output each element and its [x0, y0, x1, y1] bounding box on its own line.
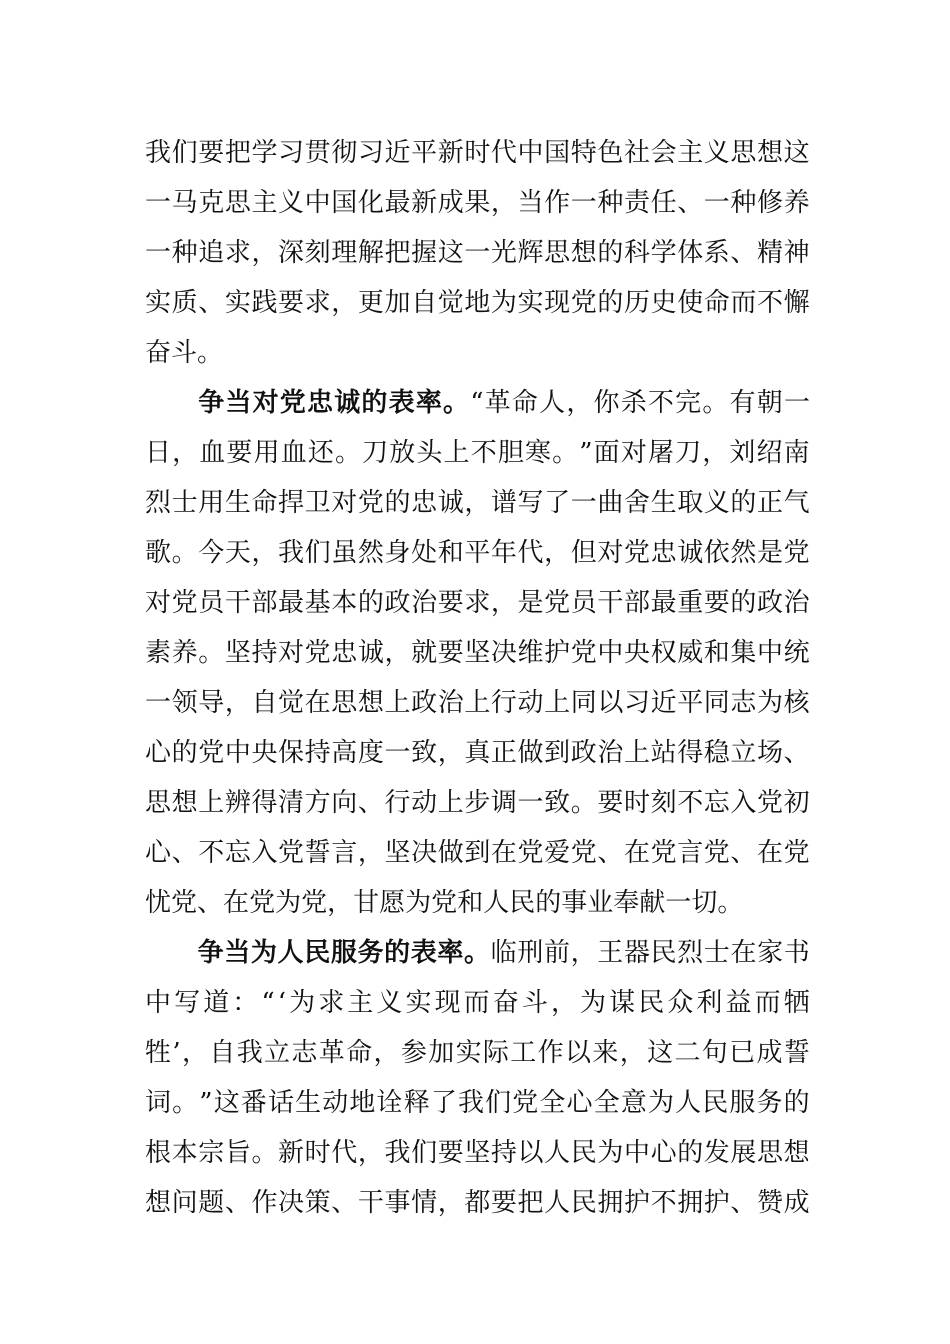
text-line: 日 ， 血 要 用 血 还 。 刀 放 头 上 不 胆 寒 。 ” 面 对 屠 刀 ， 刘 绍 南: [145, 438, 810, 468]
paragraph-heading-char: 表: [388, 388, 415, 418]
paragraph-lead-text-char: 你: [593, 388, 620, 418]
document-body: [145, 128, 810, 1228]
paragraph-heading-char: 当: [224, 938, 251, 968]
paragraph-heading-char: 。: [443, 388, 470, 418]
paragraph-lead-text-char: 士: [703, 938, 730, 968]
paragraph-heading-char: 率: [415, 388, 442, 418]
paragraph-lead-text-char: ，: [570, 938, 597, 968]
paragraph-heading-char: 。: [464, 938, 491, 968]
paragraph-heading-char: 争: [198, 388, 225, 418]
paragraph-lead-text-char: 。: [702, 388, 729, 418]
paragraph-lead-text-char: 有: [729, 388, 756, 418]
text-line: 奋 斗 。: [145, 338, 224, 368]
paragraph-heading-char: 的: [384, 938, 411, 968]
text-line: 烈 士 用 生 命 捍 卫 对 党 的 忠 诚 ， 谱 写 了 一 曲 舍 生 取 义 的 正 气: [145, 488, 810, 518]
paragraph-lead-text-char: 民: [650, 938, 677, 968]
text-line: 中 写 道 ： “ ‘ 为 求 主 义 实 现 而 奋 斗 ， 为 谋 民 众 利 益 而 牺: [145, 988, 810, 1018]
paragraph-lead-text-char: 不: [647, 388, 674, 418]
text-line: 心 的 党 中 央 保 持 高 度 一 致 ， 真 正 做 到 政 治 上 站 得 稳 立 场 、: [145, 738, 810, 768]
text-line: 根 本 宗 旨 。 新 时 代 ， 我 们 要 坚 持 以 人 民 为 中 心 的 发 展 思 想: [145, 1138, 810, 1168]
paragraph-lead-text-char: 临: [490, 938, 517, 968]
text-line: 心 、 不 忘 入 党 誓 言 ， 坚 决 做 到 在 党 爱 党 、 在 党 言 党 、 在 党: [145, 838, 810, 868]
text-line: 忧 党 、 在 党 为 党 ， 甘 愿 为 党 和 人 民 的 事 业 奉 献 一 切 。: [145, 888, 744, 918]
paragraph-heading-char: 务: [357, 938, 384, 968]
paragraph-heading-char: 当: [225, 388, 252, 418]
paragraph-heading-char: 人: [277, 938, 304, 968]
paragraph-first-line: [145, 378, 810, 428]
paragraph-heading-char: 民: [304, 938, 331, 968]
paragraph-heading-char: 服: [330, 938, 357, 968]
paragraph-heading-char: 的: [361, 388, 388, 418]
paragraph-lead-text-char: 一: [783, 388, 810, 418]
paragraph-lead-text-char: 完: [675, 388, 702, 418]
paragraph-lead-text-char: 家: [757, 938, 784, 968]
paragraph-lead-text-char: 器: [623, 938, 650, 968]
paragraph-lead-text-char: 王: [597, 938, 624, 968]
text-line: 歌 。 今 天 ， 我 们 虽 然 身 处 和 平 年 代 ， 但 对 党 忠 诚 依 然 是 党: [145, 538, 810, 568]
text-line: 一 种 追 求 ， 深 刻 理 解 把 握 这 一 光 辉 思 想 的 科 学 体 系 、 精 神: [145, 238, 810, 268]
paragraph-lead-text-char: 朝: [756, 388, 783, 418]
paragraph-heading-char: 率: [437, 938, 464, 968]
paragraph-heading-char: 为: [250, 938, 277, 968]
text-line: 实 质 、 实 践 要 求 ， 更 加 自 觉 地 为 实 现 党 的 历 史 使 命 而 不 懈: [145, 288, 810, 318]
paragraph-lead-text-char: 刑: [517, 938, 544, 968]
paragraph-heading-char: 忠: [307, 388, 334, 418]
text-line: 素 养 。 坚 持 对 党 忠 诚 ， 就 要 坚 决 维 护 党 中 央 权 威 和 集 中 统: [145, 638, 810, 668]
paragraph-heading-char: 对: [252, 388, 279, 418]
text-line: 思 想 上 辨 得 清 方 向 、 行 动 上 步 调 一 致 。 要 时 刻 不 忘 入 党 初: [145, 788, 810, 818]
paragraph-lead-text-char: 杀: [620, 388, 647, 418]
paragraph-heading-char: 党: [279, 388, 306, 418]
paragraph-lead-text-char: “: [470, 388, 484, 418]
paragraph-heading-char: 诚: [334, 388, 361, 418]
paragraph-lead-text-char: 书: [783, 938, 810, 968]
text-line: 想 问 题 、 作 决 策 、 干 事 情 ， 都 要 把 人 民 拥 护 不 拥 护 、 赞 成: [145, 1188, 810, 1218]
text-line: 一 马 克 思 主 义 中 国 化 最 新 成 果 ， 当 作 一 种 责 任 、 一 种 修 养: [145, 188, 810, 218]
text-line: 对 党 员 干 部 最 基 本 的 政 治 要 求 ， 是 党 员 干 部 最 重 要 的 政 治: [145, 588, 810, 618]
paragraph-lead-text-char: 在: [730, 938, 757, 968]
paragraph-lead-text-char: 革: [484, 388, 511, 418]
paragraph-lead-text-char: ，: [566, 388, 593, 418]
paragraph-heading-char: 表: [410, 938, 437, 968]
paragraph-heading-char: 争: [197, 938, 224, 968]
text-line: 我 们 要 把 学 习 贯 彻 习 近 平 新 时 代 中 国 特 色 社 会 主 义 思 想 这: [145, 138, 810, 168]
text-line: 词 。 ” 这 番 话 生 动 地 诠 释 了 我 们 党 全 心 全 意 为 人 民 服 务 的: [145, 1088, 810, 1118]
paragraph-first-line: [145, 928, 810, 978]
paragraph-lead-text-char: 烈: [677, 938, 704, 968]
text-line: 一 领 导 ， 自 觉 在 思 想 上 政 治 上 行 动 上 同 以 习 近 平 同 志 为 核: [145, 688, 810, 718]
text-line: 牲 ’ ， 自 我 立 志 革 命 ， 参 加 实 际 工 作 以 来 ， 这 二 句 已 成 誓: [145, 1038, 810, 1068]
paragraph-lead-text-char: 命: [511, 388, 538, 418]
paragraph-lead-text-char: 人: [539, 388, 566, 418]
paragraph-lead-text-char: 前: [543, 938, 570, 968]
